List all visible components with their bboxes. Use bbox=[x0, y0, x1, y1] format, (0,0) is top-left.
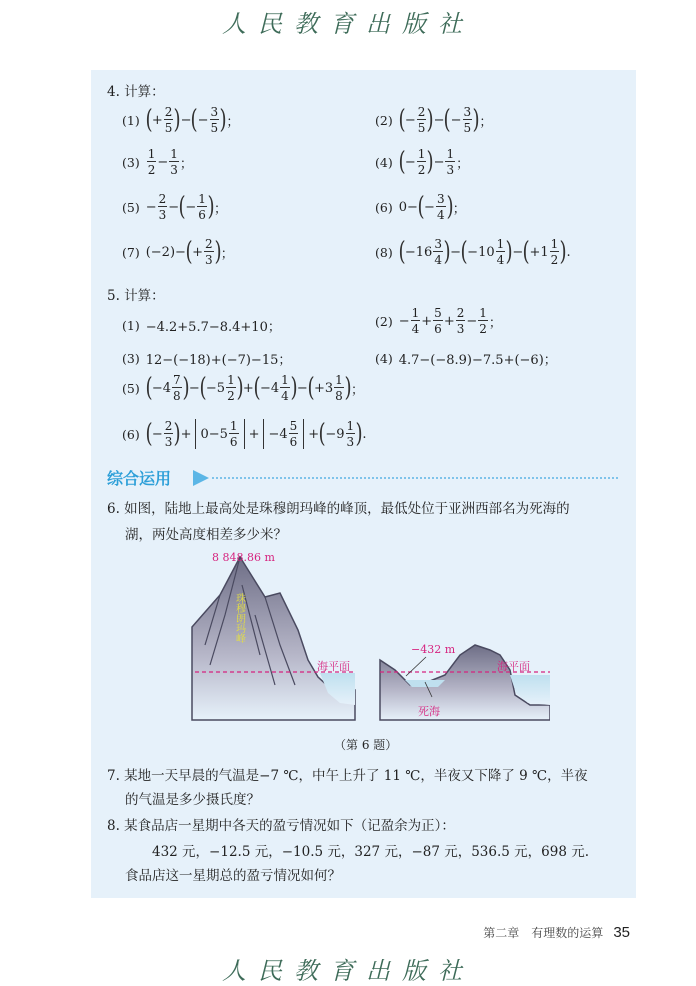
expression-text: − bbox=[404, 154, 416, 170]
numerator: 2 bbox=[204, 237, 213, 251]
numerator: 5 bbox=[434, 306, 442, 320]
parenthesis: ) bbox=[559, 237, 567, 267]
expression-text: − bbox=[168, 199, 180, 215]
numerator: 3 bbox=[434, 237, 442, 251]
fraction bbox=[496, 238, 506, 266]
denominator: 3 bbox=[456, 322, 465, 336]
numerator: 3 bbox=[436, 192, 445, 206]
ex4-item-5 bbox=[122, 193, 227, 221]
denominator: 4 bbox=[434, 253, 442, 267]
math-expression bbox=[146, 193, 227, 221]
absolute-value-bar bbox=[303, 419, 304, 449]
fraction bbox=[280, 374, 290, 402]
ex5-item-2 bbox=[375, 307, 502, 335]
denominator: 3 bbox=[446, 163, 455, 177]
parenthesis: ( bbox=[460, 237, 468, 267]
figure-caption: （第 6 题） bbox=[334, 738, 398, 752]
denominator: 2 bbox=[550, 253, 559, 267]
exercise-7-line1: 7. 某地一天早晨的气温是−7 ℃，中午上升了 11 ℃，半夜又下降了 9 ℃，半夜 bbox=[107, 768, 588, 784]
expression-text: −16 bbox=[404, 244, 433, 260]
numerator: 2 bbox=[456, 306, 465, 320]
fraction bbox=[550, 238, 560, 266]
expression-text: + bbox=[151, 112, 163, 128]
parenthesis: ) bbox=[355, 419, 363, 449]
expression-text: + bbox=[192, 244, 203, 260]
numerator: 2 bbox=[158, 192, 167, 206]
ex5-item-3 bbox=[122, 349, 291, 368]
fraction bbox=[169, 148, 179, 176]
exercise-6-figure bbox=[180, 545, 550, 730]
fraction bbox=[417, 148, 427, 176]
ex5-item-6 bbox=[122, 419, 366, 449]
parenthesis: ) bbox=[426, 105, 435, 135]
everest-mountain bbox=[192, 557, 355, 720]
numerator: 1 bbox=[229, 419, 238, 433]
section-divider bbox=[212, 477, 618, 479]
parenthesis: ( bbox=[307, 373, 315, 403]
dead-sea-landscape bbox=[380, 645, 550, 720]
numerator: 7 bbox=[173, 373, 181, 387]
denominator: 3 bbox=[164, 435, 173, 449]
numerator: 5 bbox=[289, 419, 298, 433]
math-expression bbox=[146, 349, 292, 368]
numerator: 1 bbox=[170, 147, 178, 161]
dead-sea-depth-label: −432 m bbox=[411, 643, 456, 656]
ex4-item-1 bbox=[122, 106, 239, 134]
expression-text: 0− bbox=[398, 199, 418, 215]
denominator: 5 bbox=[417, 121, 426, 135]
denominator: 5 bbox=[164, 121, 173, 135]
ex4-item-4 bbox=[375, 148, 469, 176]
fraction bbox=[226, 374, 236, 402]
publisher-logo-top: 人民教育出版社 bbox=[222, 10, 474, 38]
fraction bbox=[229, 420, 239, 448]
expression-text: (−2)− bbox=[145, 244, 186, 260]
parenthesis: ( bbox=[191, 105, 199, 135]
denominator: 4 bbox=[281, 389, 289, 403]
expression-text: − bbox=[157, 154, 169, 170]
fraction bbox=[164, 106, 174, 134]
numerator: 1 bbox=[281, 373, 289, 387]
parenthesis: ) bbox=[426, 147, 435, 177]
item-label: (3) bbox=[122, 351, 140, 366]
expression-text: − bbox=[466, 313, 478, 329]
exercise-6-line1: 6. 如图，陆地上最高处是珠穆朗玛峰的峰顶，最低处位于亚洲西部名为死海的 bbox=[107, 501, 570, 517]
absolute-value-bar bbox=[244, 419, 245, 449]
expression-text: − bbox=[296, 380, 308, 396]
publisher-logo-bottom: 人民教育出版社 bbox=[222, 957, 474, 985]
fraction bbox=[478, 307, 488, 335]
fraction bbox=[433, 238, 443, 266]
math-expression bbox=[399, 106, 493, 134]
depth-pointer bbox=[406, 657, 426, 676]
denominator: 4 bbox=[411, 322, 420, 336]
expression-text: ； bbox=[214, 201, 228, 217]
expression-text: − bbox=[433, 154, 445, 170]
parenthesis: ) bbox=[472, 105, 480, 135]
numerator: 3 bbox=[463, 105, 472, 119]
exercise-6-line2: 湖，两处高度相差多少米？ bbox=[125, 527, 287, 543]
fraction bbox=[172, 374, 182, 402]
denominator: 2 bbox=[227, 389, 235, 403]
parenthesis: ) bbox=[214, 237, 222, 267]
numerator: 1 bbox=[496, 237, 505, 251]
fraction bbox=[417, 106, 427, 134]
fraction bbox=[463, 106, 473, 134]
parenthesis: ( bbox=[185, 237, 193, 267]
expression-text: ； bbox=[452, 201, 466, 217]
parenthesis: ( bbox=[145, 105, 153, 135]
expression-text: − bbox=[398, 313, 410, 329]
item-label: (5) bbox=[122, 199, 140, 215]
expression-text: ； bbox=[488, 315, 502, 331]
denominator: 4 bbox=[436, 208, 445, 222]
expression-text: + bbox=[421, 313, 433, 329]
expression-text: −9 bbox=[325, 426, 345, 442]
section-title: 综合运用 bbox=[107, 469, 172, 488]
expression-text: ； bbox=[479, 114, 493, 130]
math-expression bbox=[399, 148, 469, 176]
parenthesis: ( bbox=[398, 237, 406, 267]
numerator: 2 bbox=[417, 105, 426, 119]
peak-name-label: 珠穆朗玛峰 bbox=[233, 593, 245, 643]
denominator: 8 bbox=[335, 389, 343, 403]
parenthesis: ) bbox=[182, 373, 190, 403]
denominator: 8 bbox=[173, 389, 181, 403]
ex4-item-7 bbox=[122, 238, 234, 266]
expression-text: + bbox=[180, 426, 192, 442]
numerator: 1 bbox=[198, 192, 206, 206]
math-expression bbox=[146, 238, 234, 266]
fraction bbox=[433, 307, 443, 335]
math-expression bbox=[146, 419, 367, 449]
parenthesis: ) bbox=[505, 237, 513, 267]
item-label: (6) bbox=[375, 199, 393, 215]
numerator: 1 bbox=[147, 147, 156, 161]
numerator: 1 bbox=[335, 373, 343, 387]
parenthesis: ( bbox=[253, 373, 261, 403]
parenthesis: ) bbox=[344, 373, 352, 403]
expression-text: − bbox=[188, 380, 200, 396]
denominator: 3 bbox=[346, 435, 355, 449]
peak-height-label: 8 848.86 m bbox=[212, 551, 275, 564]
math-expression bbox=[146, 148, 193, 176]
expression-text: − bbox=[404, 112, 416, 128]
expression-text: − bbox=[512, 244, 524, 260]
item-label: (4) bbox=[375, 351, 393, 366]
parenthesis: ( bbox=[417, 192, 425, 222]
ex4-item-6 bbox=[375, 193, 466, 221]
denominator: 5 bbox=[210, 121, 219, 135]
item-label: (4) bbox=[375, 154, 393, 170]
expression-text: − bbox=[450, 112, 462, 128]
expression-text: + bbox=[242, 380, 254, 396]
numerator: 3 bbox=[210, 105, 219, 119]
denominator: 3 bbox=[170, 163, 178, 177]
expression-text: −10 bbox=[467, 244, 495, 260]
item-label: (3) bbox=[122, 154, 140, 170]
numerator: 1 bbox=[446, 147, 455, 161]
parenthesis: ( bbox=[178, 192, 186, 222]
numerator: 2 bbox=[164, 105, 173, 119]
item-label: (5) bbox=[122, 380, 140, 396]
expression-text: ； bbox=[226, 114, 240, 130]
expression-text: −4.2+5.7−8.4+10； bbox=[145, 320, 281, 335]
fraction bbox=[334, 374, 344, 402]
expression-text: −5 bbox=[205, 380, 226, 396]
parenthesis: ) bbox=[290, 373, 298, 403]
fraction bbox=[210, 106, 220, 134]
ex4-item-3 bbox=[122, 148, 193, 176]
exercise-5-title: 5. 计算： bbox=[107, 288, 165, 304]
numerator: 1 bbox=[227, 373, 235, 387]
ex4-item-8 bbox=[375, 238, 571, 266]
numerator: 1 bbox=[550, 237, 559, 251]
chapter-title: 第二章 有理数的运算 bbox=[483, 926, 604, 940]
expression-text: + bbox=[308, 426, 320, 442]
parenthesis: ) bbox=[207, 192, 215, 222]
expression-text: − bbox=[433, 112, 445, 128]
item-label: (8) bbox=[375, 244, 393, 260]
parenthesis: ( bbox=[444, 105, 452, 135]
expression-text: + bbox=[443, 313, 455, 329]
exercise-8-line3: 食品店这一星期总的盈亏情况如何？ bbox=[125, 868, 341, 884]
denominator: 6 bbox=[289, 435, 298, 449]
math-expression bbox=[399, 193, 466, 221]
expression-text: 4.7−(−8.9)−7.5+(−6)； bbox=[398, 353, 557, 368]
expression-text: 0−5 bbox=[200, 426, 228, 442]
denominator: 5 bbox=[463, 121, 472, 135]
expression-text: ； bbox=[220, 246, 234, 262]
item-label: (1) bbox=[122, 112, 140, 128]
math-expression bbox=[146, 374, 364, 402]
expression-text: − bbox=[145, 199, 157, 215]
parenthesis: ) bbox=[236, 373, 244, 403]
absolute-value-bar bbox=[263, 419, 264, 449]
expression-text: − bbox=[424, 199, 435, 215]
exercise-7-line2: 的气温是多少摄氏度？ bbox=[125, 792, 260, 808]
parenthesis: ( bbox=[522, 237, 530, 267]
math-expression bbox=[399, 349, 557, 368]
parenthesis: ) bbox=[173, 419, 182, 449]
math-expression bbox=[146, 316, 281, 335]
expression-text: − bbox=[197, 112, 209, 128]
expression-text: −4 bbox=[268, 426, 288, 442]
numerator: 1 bbox=[479, 306, 487, 320]
expression-text: . bbox=[362, 426, 367, 442]
expression-text: ； bbox=[179, 156, 193, 172]
expression-text: +1 bbox=[529, 244, 549, 260]
ex5-item-1 bbox=[122, 316, 281, 335]
section-arrow-icon bbox=[193, 470, 209, 486]
parenthesis: ) bbox=[443, 237, 451, 267]
parenthesis: ( bbox=[145, 373, 153, 403]
denominator: 4 bbox=[496, 253, 505, 267]
numerator: 2 bbox=[164, 419, 173, 433]
denominator: 3 bbox=[158, 208, 167, 222]
fraction bbox=[346, 420, 356, 448]
parenthesis: ( bbox=[145, 419, 153, 449]
ex4-item-2 bbox=[375, 106, 492, 134]
sea-level-label-left: 海平面 bbox=[317, 660, 350, 673]
item-label: (7) bbox=[122, 244, 140, 260]
denominator: 2 bbox=[417, 163, 426, 177]
expression-text: ； bbox=[350, 382, 364, 398]
denominator: 2 bbox=[479, 322, 487, 336]
expression-text: − bbox=[180, 112, 192, 128]
numerator: 1 bbox=[411, 306, 420, 320]
denominator: 2 bbox=[147, 163, 156, 177]
parenthesis: ( bbox=[398, 147, 406, 177]
page-footer bbox=[483, 924, 630, 941]
item-label: (1) bbox=[122, 318, 140, 333]
fraction bbox=[289, 420, 299, 448]
denominator: 6 bbox=[434, 322, 442, 336]
expression-text: −4 bbox=[151, 380, 172, 396]
item-label: (6) bbox=[122, 426, 140, 442]
ex5-item-4 bbox=[375, 349, 557, 368]
dead-sea-label: 死海 bbox=[418, 705, 440, 718]
exercise-8-values: 432 元，−12.5 元，−10.5 元，327 元，−87 元，536.5 元，698 元. bbox=[152, 844, 590, 860]
expression-text: −4 bbox=[259, 380, 280, 396]
parenthesis: ( bbox=[318, 419, 326, 449]
numerator: 1 bbox=[346, 419, 355, 433]
denominator: 6 bbox=[229, 435, 238, 449]
math-expression bbox=[399, 238, 571, 266]
expression-text: . bbox=[566, 244, 571, 260]
item-label: (2) bbox=[375, 112, 393, 128]
expression-text: +3 bbox=[313, 380, 334, 396]
fraction bbox=[164, 420, 174, 448]
fraction bbox=[204, 238, 214, 266]
expression-text: ； bbox=[456, 156, 470, 172]
item-label: (2) bbox=[375, 313, 393, 329]
exercise-4-title: 4. 计算： bbox=[107, 84, 165, 100]
fraction bbox=[197, 193, 207, 221]
parenthesis: ) bbox=[446, 192, 454, 222]
fraction bbox=[147, 148, 157, 176]
expression-text: + bbox=[248, 426, 260, 442]
fraction bbox=[445, 148, 455, 176]
expression-text: 12−(−18)+(−7)−15； bbox=[145, 353, 292, 368]
expression-text: − bbox=[185, 199, 197, 215]
sea-level-label-right: 海平面 bbox=[497, 660, 530, 673]
denominator: 3 bbox=[204, 253, 213, 267]
fraction bbox=[456, 307, 466, 335]
expression-text: − bbox=[151, 426, 163, 442]
parenthesis: ( bbox=[398, 105, 406, 135]
ex5-item-5 bbox=[122, 374, 364, 402]
denominator: 6 bbox=[198, 208, 206, 222]
fraction bbox=[411, 307, 421, 335]
fraction bbox=[158, 193, 168, 221]
parenthesis: ) bbox=[173, 105, 182, 135]
exercise-8-line1: 8. 某食品店一星期中各天的盈亏情况如下（记盈余为正）： bbox=[107, 818, 455, 834]
numerator: 1 bbox=[417, 147, 426, 161]
fraction bbox=[436, 193, 446, 221]
math-expression bbox=[146, 106, 240, 134]
page-number: 35 bbox=[613, 924, 630, 941]
expression-text: − bbox=[450, 244, 462, 260]
parenthesis: ( bbox=[199, 373, 207, 403]
math-expression bbox=[399, 307, 502, 335]
parenthesis: ) bbox=[219, 105, 227, 135]
absolute-value-bar bbox=[195, 419, 196, 449]
